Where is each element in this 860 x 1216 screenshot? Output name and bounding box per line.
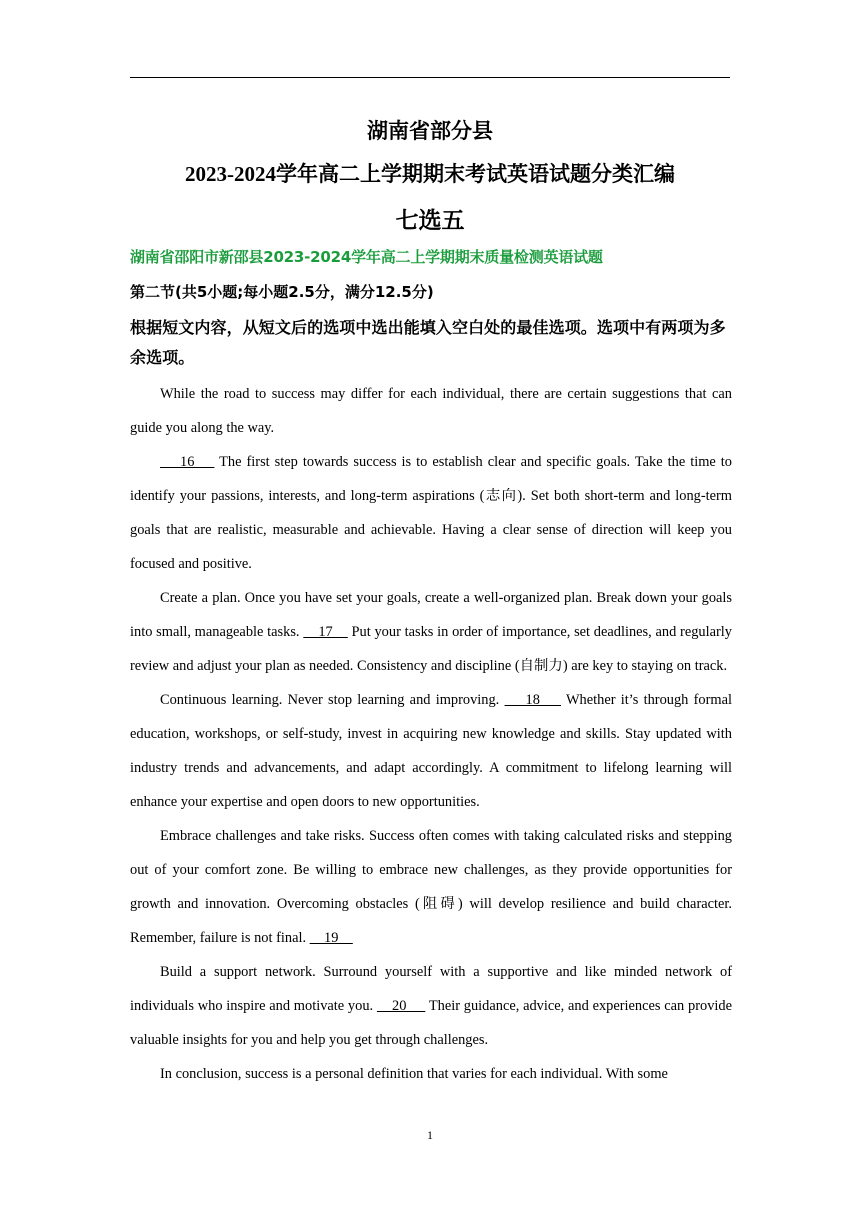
page-number: 1	[427, 1128, 433, 1142]
paragraph-text: Embrace challenges and take risks. Success often comes with taking calculated risks and stepping out of your comfort zone. Be willing to embrace new challenges, as they provide opportunities for growth and innovation. Overcoming obstacles (阻碍) will develop resilience and build character. Remember, failure is not final.	[130, 828, 732, 946]
section-heading: 第二节(共5小题;每小题2.5分，满分12.5分)	[130, 283, 434, 301]
header-rule	[130, 77, 730, 78]
blank-16: 16	[160, 454, 215, 470]
blank-19: 19	[309, 930, 353, 946]
paragraph-goals	[130, 445, 732, 581]
source-exam-title: 湖南省邵阳市新邵县2023-2024学年高二上学期期末质量检测英语试题	[130, 248, 603, 266]
blank-17: 17	[303, 624, 348, 640]
paragraph-text: Build a support network. Surround yourself with a supportive and like minded network of individuals who inspire and motivate you.	[130, 964, 732, 1014]
document-title: 2023-2024学年高二上学期期末考试英语试题分类汇编	[185, 162, 675, 186]
paragraph-text: Create a plan. Once you have set your goals, create a well-organized plan. Break down your goals into small, manageable tasks.	[130, 590, 732, 640]
paragraph-network	[130, 955, 732, 1057]
paragraph-text: Their guidance, advice, and experiences can provide valuable insights for you and help you get through challenges.	[130, 998, 732, 1048]
paragraph-challenges	[130, 819, 732, 955]
paragraph-conclusion: In conclusion, success is a personal definition that varies for each individual. With some	[160, 1066, 668, 1082]
paragraph-text: Whether it’s through formal education, workshops, or self-study, invest in acquiring new knowledge and skills. Stay updated with industry trends and advancements, and adapt accordingly. A commitment to lifelong learning will enhance your expertise and open doors to new opportunities.	[130, 692, 732, 810]
blank-18: 18	[504, 692, 561, 708]
paragraph-learning	[130, 683, 732, 819]
paragraph-intro: While the road to success may differ for each individual, there are certain suggestions that can guide you along the way.	[130, 386, 732, 436]
paragraph-text: Continuous learning. Never stop learning and improving.	[160, 692, 505, 708]
instructions: 根据短文内容，从短文后的选项中选出能填入空白处的最佳选项。选项中有两项为多余选项。	[130, 318, 726, 367]
document-title-region: 湖南省部分县	[367, 119, 493, 143]
blank-20: 20	[376, 998, 426, 1014]
paragraph-text: The first step towards success is to establish clear and specific goals. Take the time to identify your passions, interests, and long-term aspirations (志向). Set both short-term and long-term goals that are realistic, measurable and achievable. Having a clear sense of direction will keep you focused and positive.	[130, 454, 732, 572]
reading-passage	[130, 377, 732, 1091]
paragraph-plan	[130, 581, 732, 683]
document-subtitle: 七选五	[395, 208, 465, 234]
paragraph-text: Put your tasks in order of importance, set deadlines, and regularly review and adjust your plan as needed. Consistency and discipline (自制力) are key to staying on track.	[130, 624, 732, 674]
